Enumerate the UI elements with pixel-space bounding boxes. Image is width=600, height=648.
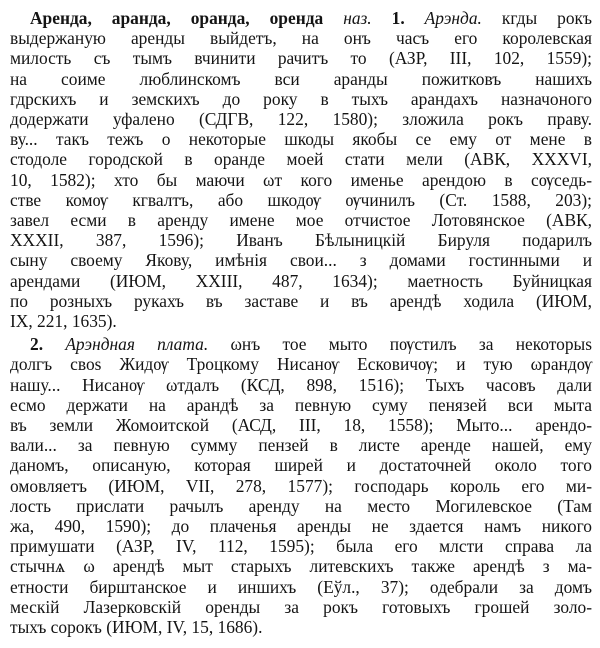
sense-2 — [10, 334, 592, 637]
text-line: жа, 490, 1590); до плаченья аренды не здается намъ никого — [10, 516, 592, 537]
text-line: 10, 1582); хто бы маючи ωт кого именье арендою в сѹседь- — [10, 169, 592, 190]
sense-1 — [10, 8, 592, 331]
text-line: завел есми в аренду имене мое отчистое Лотовянское (АВК, — [10, 210, 592, 231]
sense-gloss: Арэндная плата. — [65, 334, 209, 355]
sense-number: 2. — [30, 334, 44, 355]
text-line: милость съ тымъ вчинити рачитъ то (АЗР, III, 102, 1559); — [10, 48, 592, 69]
text-line: вали... за певную сумму пензей в листе аренде нашей, ему — [10, 435, 592, 456]
text-line: стычнѧ ω арендѣ мыт старыхъ литевскихъ также арендѣ з ма- — [10, 556, 592, 577]
text-line: въ земли Жомоитской (АСД, III, 18, 1558); Мыто... арендо- — [10, 415, 592, 436]
text-line: ωнъ тое мыто пѹстилъ за некоторыѕ — [230, 334, 592, 355]
entry-first-line — [10, 8, 592, 28]
sense-gloss: Арэнда. — [424, 8, 482, 28]
text-line: даномъ, описаную, которая ширей и достаточней около того — [10, 455, 592, 476]
grammar-label: наз. — [343, 8, 372, 28]
text-line: сыну своему Якову, имѣнія свои... з домами гостинными и — [10, 250, 592, 271]
text-line: етности бирштанское и иншихъ (Еўл., 37); одебрали за домъ — [10, 576, 592, 597]
text-line: XXXII, 387, 1596); Иванъ Бѣлыницкій Бируля подарилъ — [10, 230, 592, 251]
text-line: IX, 221, 1635). — [10, 311, 117, 332]
text-line: кгды рокъ — [501, 8, 592, 28]
sense-number: 1. — [391, 8, 405, 28]
text-line: по розныхъ рукахъ въ заставе и въ арендѣ ходила (ИЮМ, — [10, 290, 592, 311]
text-line: тыхъ сорокъ (ИЮМ, IV, 15, 1686). — [10, 617, 263, 638]
text-line: омовляетъ (ИЮМ, VII, 278, 1577); господарь король его ми- — [10, 475, 592, 496]
text-line: арендами (ИЮМ, XXIII, 487, 1634); маетность Буйницкая — [10, 270, 592, 291]
text-line: стве комѹ кгвалтъ, або шкодѹ ѹчинилъ (Ст. 1588, 203); — [10, 189, 592, 210]
text-line: выдержаную аренды выйдетъ, на онъ часъ его королевская — [10, 28, 592, 49]
text-line: на соиме люблинскомъ вси аранды пожитковъ нашихъ — [10, 68, 592, 89]
text-line: примушати (АЗР, IV, 112, 1595); была его млсти справа ла — [10, 536, 592, 557]
sense-first-line — [10, 334, 592, 354]
text-line: мескій Лазерковскій оренды за рокъ готовыхъ грошей золо- — [10, 596, 592, 617]
text-line: ву... такъ тежъ о некоторые шкоды якобы се ему от мене в — [10, 129, 592, 150]
text-line: лость прислати рачылъ аренду на место Могилевское (Там — [10, 495, 592, 516]
text-line: есмо держати на арандѣ за певную суму пенязей вси мыта — [10, 394, 592, 415]
dictionary-entry — [10, 8, 592, 637]
text-line: стодоле городской в оранде моей стати мели (АВК, XXXVI, — [10, 149, 592, 170]
text-line: додержати уфалено (СДГВ, 122, 1580); зложила рокъ праву. — [10, 109, 592, 130]
text-line: долгъ своѕ Жидѹ Троцкому Нисанѹ Есковичѹ; и тую ωрандѹ — [10, 354, 592, 375]
text-line: гдрскихъ и земскихъ до року в тыхъ арандахъ назначоного — [10, 88, 592, 109]
headword: Аренда, аранда, оранда, оренда — [30, 8, 324, 28]
text-line: нашу... Нисанѹ ωтдалъ (КСД, 898, 1516); Тыхъ часовъ дали — [10, 374, 592, 395]
